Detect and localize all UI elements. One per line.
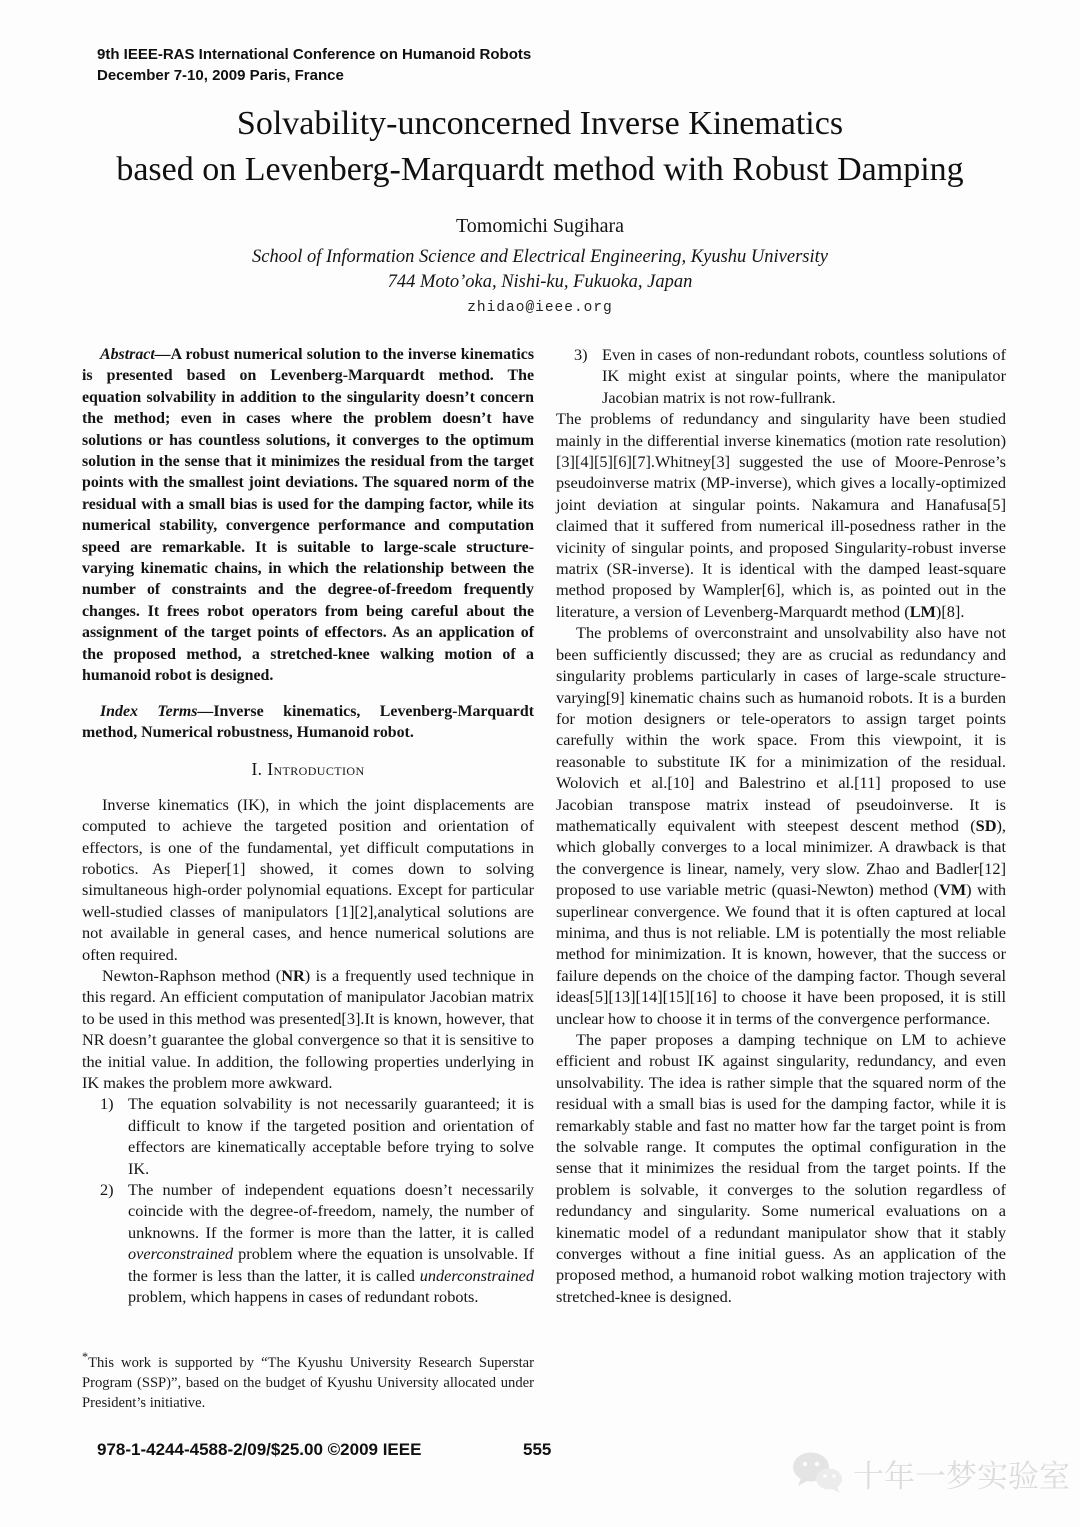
watermark-text: 十年一梦实验室: [853, 1458, 1070, 1494]
conference-date-location: December 7-10, 2009 Paris, France: [97, 67, 344, 84]
list-text: Even in cases of non-redundant robots, countless solutions of IK might exist at singular points, where the manipulator Jacobian matrix is not row-fullrank.: [602, 345, 1006, 407]
list-item-2: [100, 1179, 534, 1307]
list-number: 3): [574, 345, 588, 364]
right-column: [556, 344, 1006, 1307]
footnote-text: This work is supported by “The Kyushu University Research Superstar Program (SSP)”, based on the budget of Kyushu University allocated under President’s initiative.: [82, 1354, 534, 1411]
author-name: Tomomichi Sugihara: [455, 215, 625, 237]
intro-paragraph-4: The problems of overconstraint and unsolvability also have not been sufficiently discussed; they are as crucial as redundancy and singularity problems particularly in cases of large-scale structure-varying[9] kinematic chains such as humanoid robots. It is a burden for motion designers or tele-operators to assign target points carefully within the work space. From this viewpoint, it is reasonable to substitute IK for a minimization of the residual. Wolovich et al.[10] and Balestrino et al.[11] proposed to use Jacobian transpose matrix instead of pseudoinverse. It is mathematically equivalent with steepest descent method (SD), which globally converges to a local minimizer. A drawback is that the convergence is linear, namely, very slow. Zhao and Badler[12] proposed to use variable metric (quasi-Newton) method (VM) with superlinear convergence. We found that it is often captured at local minima, and thus is not reliable. LM is potentially the most reliable method for minimization. It is known, however, that the success or failure depends on the choice of the damping factor. Though several ideas[5][13][14][15][16] to choose it have been proposed, it is still unclear how to choose it in terms of the convergence performance.: [556, 623, 1007, 1028]
support-footnote: [82, 1347, 534, 1413]
section-heading-introduction: I. Introduction: [251, 759, 365, 780]
left-column: [82, 344, 534, 1307]
page-number: 555: [523, 1440, 552, 1459]
list-text: The number of independent equations doesn’t necessarily coincide with the degree-of-freedom, namely, the number of unknowns. If the former is more than the latter, it is called overconstrained problem where the equation is unsolvable. If the former is less than the latter, it is called underconstrained problem, which happens in cases of redundant robots.: [128, 1180, 534, 1307]
conference-name: 9th IEEE-RAS International Conference on Humanoid Robots: [97, 46, 532, 63]
intro-paragraph-1: Inverse kinematics (IK), in which the joint displacements are computed to achieve the targeted position and orientation of effectors, is one of the fundamental, yet difficult computations in robotics. As Pieper[1] showed, it comes down to solving simultaneous high-order polynomial equations. Except for particular well-studied classes of manipulators [1][2],analytical solutions are not available in general cases, and hence numerical solutions are often required.: [82, 794, 534, 964]
index-terms-text: Inverse kinematics, Levenberg-Marquardt method, Numerical robustness, Humanoid robot.: [82, 702, 534, 741]
footnote-marker: *: [82, 1350, 89, 1364]
author-email: zhidao@ieee.org: [467, 300, 613, 316]
intro-paragraph-2: Newton-Raphson method (NR) is a frequently used technique in this regard. An efficient computation of manipulator Jacobian matrix to be used in this method was presented[3].It is known, however, that NR doesn’t guarantee the global convergence so that it is sensitive to the initial value. In addition, the following properties underlying in IK makes the problem more awkward.: [82, 965, 534, 1092]
intro-paragraph-3: The problems of redundancy and singularity have been studied mainly in the differential inverse kinematics (motion rate resolution) [3][4][5][6][7].Whitney[3] suggested the use of Moore-Penrose’s pseudoinverse matrix (MP-inverse), which gives a locally-optimized joint deviation at singular points. Nakamura and Hanafusa[5] claimed that it suffered from numerical ill-posedness rather in the vicinity of singular points, and proposed Singularity-robust inverse matrix (SR-inverse). It is identical with the damped least-square method proposed by Wampler[6], which is, as pointed out in the literature, a version of Levenberg-Marquardt method (LM)[8].: [556, 409, 1006, 621]
paper-title: [0, 101, 1080, 193]
wechat-icon: [791, 1450, 845, 1496]
abstract-paragraph: [82, 344, 534, 687]
title-line-2: based on Levenberg-Marquardt method with Robust Damping: [116, 151, 964, 188]
list-item-1: [100, 1093, 534, 1179]
abstract-text: A robust numerical solution to the inverse kinematics is presented based on Levenberg-Marquardt method. The equation solvability in addition to the singularity doesn’t concern the method; even in cases where the problem doesn’t have solutions or has countless solutions, it converges to the optimum solution in the sense that it minimizes the residual from the target points with the smallest joint deviations. The squared norm of the residual with a small bias is used for the damping factor, while its numerical stability, convergence performance and computation speed are remarkable. It is suitable to large-scale structure-varying kinematic chains, in which the relationship between the number of constraints and the degree-of-freedom frequently changes. It frees robot operators from being careful about the assignment of the target points of effectors. As an application of the proposed method, a stretched-knee walking motion of a humanoid robot is designed.: [82, 346, 534, 685]
abstract-label: Abstract—: [100, 346, 171, 363]
list-text: The equation solvability is not necessarily guaranteed; it is difficult to know if the targeted position and orientation of effectors are kinematically acceptable before trying to solve IK.: [128, 1094, 534, 1178]
watermark: [791, 1450, 1070, 1496]
list-number: 1): [100, 1094, 114, 1114]
list-number: 2): [100, 1180, 114, 1200]
conference-header: [97, 44, 531, 86]
author-affiliation: School of Information Science and Electrical Engineering, Kyushu University: [252, 247, 828, 267]
intro-paragraph-5: The paper proposes a damping technique on LM to achieve efficient and robust IK against singularity, redundancy, and even unsolvability. The idea is rather simple that the squared norm of the residual with a small bias is used for the damping factor, while it is remarkably stable and fast no matter how far the target point is from the solvable range. It computes the optimal configuration in the sense that it minimizes the residual from the target points. If the problem is solvable, it converges to the solution regardless of redundancy and singularity. Some numerical evaluations on a kinematic model of a redundant manipulator show that it stably converges without a fine initial guess. As an application of the proposed method, a humanoid robot walking motion trajectory with stretched-knee is designed.: [556, 1030, 1006, 1306]
title-line-1: Solvability-unconcerned Inverse Kinematics: [236, 105, 844, 142]
author-block: [0, 215, 1080, 316]
index-terms-paragraph: [82, 701, 534, 744]
index-terms-label: Index Terms—: [100, 702, 214, 720]
list-item-3: [574, 344, 1006, 408]
author-address: 744 Moto’oka, Nishi-ku, Fukuoka, Japan: [387, 272, 693, 292]
isbn-copyright-line: 978-1-4244-4588-2/09/$25.00 ©2009 IEEE: [97, 1440, 422, 1459]
